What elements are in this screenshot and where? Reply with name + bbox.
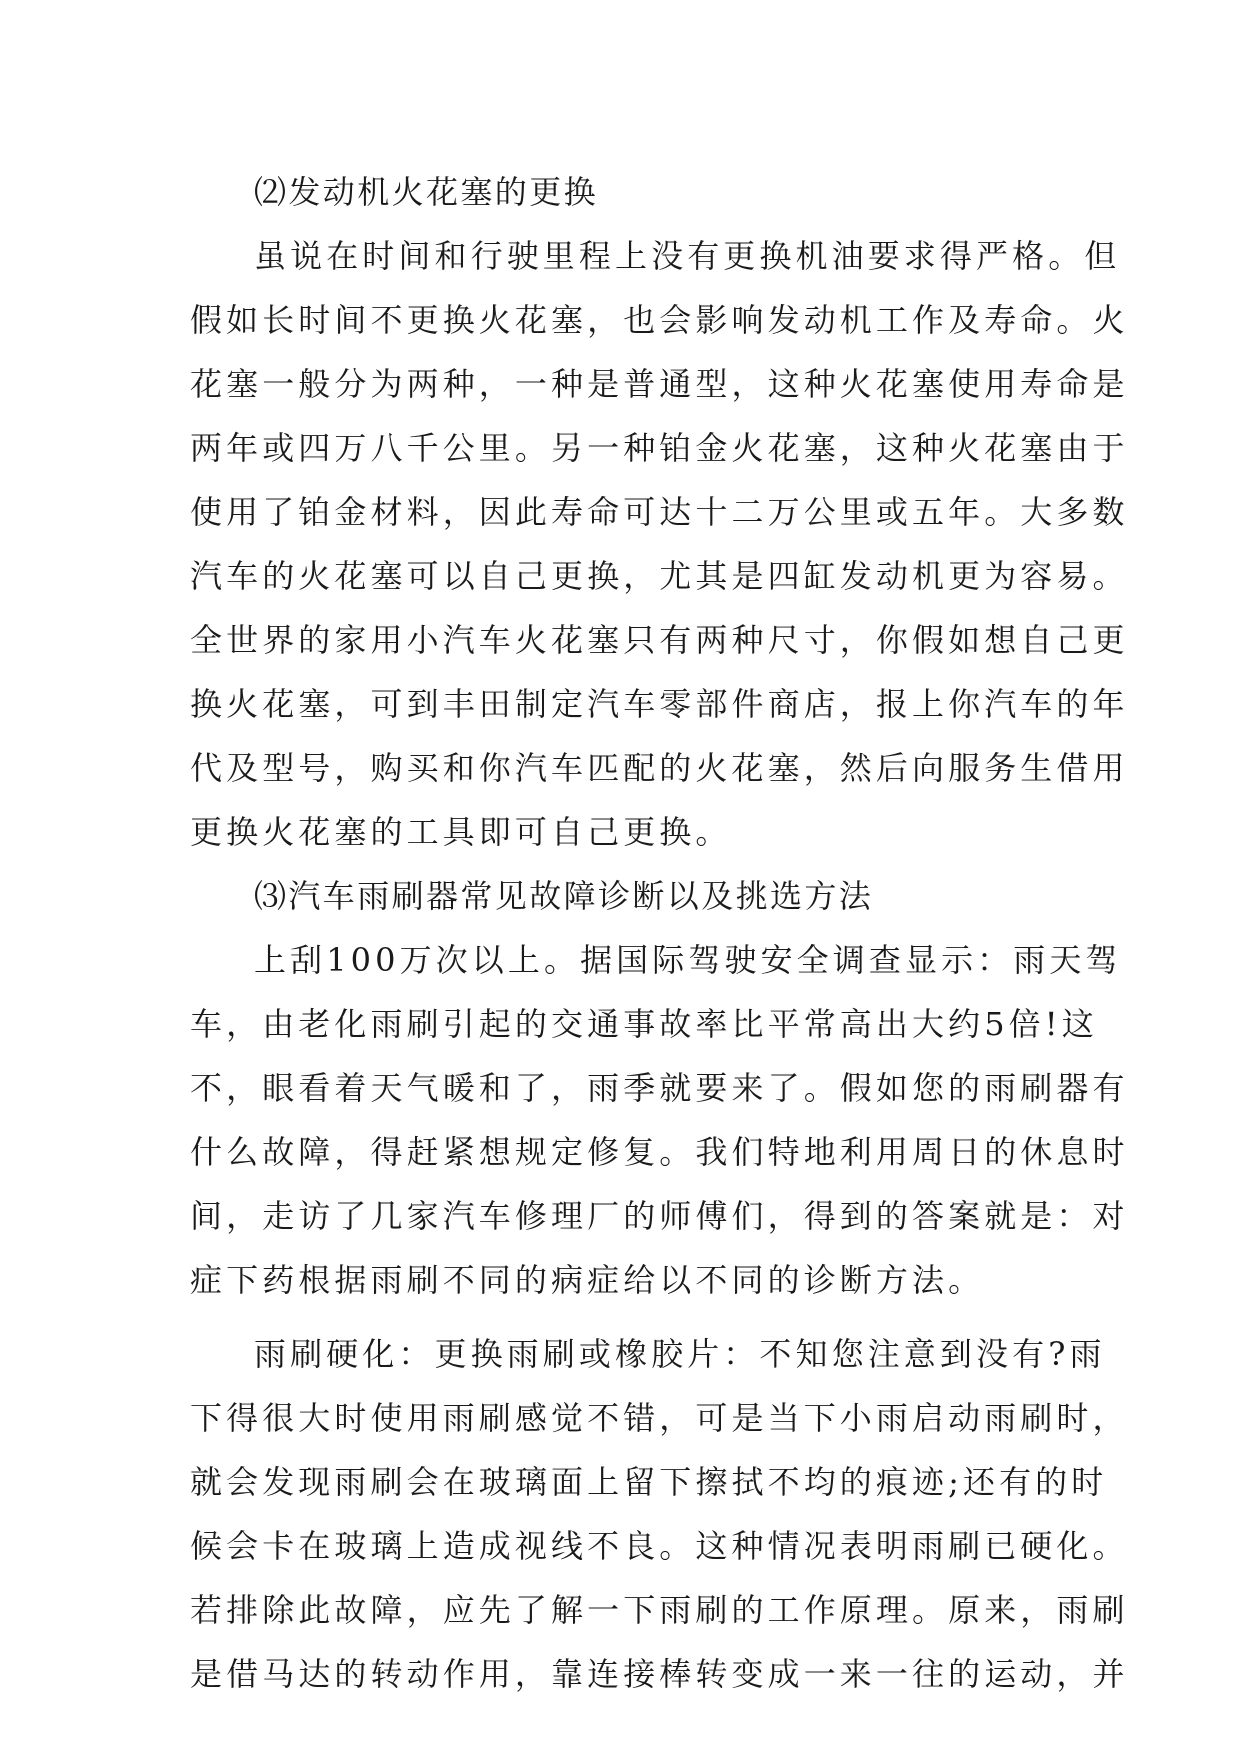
text-line: 就会发现雨刷会在玻璃面上留下擦拭不均的痕迹;还有的时 [190, 1463, 1108, 1501]
text-line: 若排除此故障，应先了解一下雨刷的工作原理。原来，雨刷 [190, 1591, 1129, 1629]
text-line: 什么故障，得赶紧想规定修复。我们特地利用周日的休息时 [190, 1133, 1129, 1171]
text-line: 使用了铂金材料，因此寿命可达十二万公里或五年。大多数 [190, 493, 1129, 531]
text-line: 两年或四万八千公里。另一种铂金火花塞，这种火花塞由于 [190, 429, 1129, 467]
section-heading-wiper: ⑶汽车雨刷器常见故障诊断以及挑选方法 [254, 877, 874, 915]
text-line: 花塞一般分为两种，一种是普通型，这种火花塞使用寿命是 [190, 365, 1129, 403]
text-line: 换火花塞，可到丰田制定汽车零部件商店，报上你汽车的年 [190, 685, 1129, 723]
text-line: 是借马达的转动作用，靠连接棒转变成一来一往的运动，并 [190, 1655, 1129, 1693]
document-body [190, 160, 1129, 1706]
text-line: 间，走访了几家汽车修理厂的师傅们，得到的答案就是：对 [190, 1197, 1129, 1235]
text-line: 代及型号，购买和你汽车匹配的火花塞，然后向服务生借用 [190, 749, 1129, 787]
paragraph-wiper-intro [190, 928, 1129, 1312]
text-line: 下得很大时使用雨刷感觉不错，可是当下小雨启动雨刷时， [190, 1399, 1129, 1437]
text-line: 不，眼看着天气暖和了，雨季就要来了。假如您的雨刷器有 [190, 1069, 1129, 1107]
paragraph-wiper-hardening [190, 1322, 1129, 1706]
text-line: 更换火花塞的工具即可自己更换。 [190, 813, 732, 851]
text-line: 雨刷硬化：更换雨刷或橡胶片：不知您注意到没有?雨 [254, 1335, 1106, 1373]
paragraph-spark-plug [190, 224, 1129, 864]
text-line: 候会卡在玻璃上造成视线不良。这种情况表明雨刷已硬化。 [190, 1527, 1129, 1565]
text-line: 汽车的火花塞可以自己更换，尤其是四缸发动机更为容易。 [190, 557, 1129, 595]
text-line: 全世界的家用小汽车火花塞只有两种尺寸，你假如想自己更 [190, 621, 1129, 659]
section-heading-spark-plug: ⑵发动机火花塞的更换 [254, 173, 599, 211]
text-line: 假如长时间不更换火花塞，也会影响发动机工作及寿命。火 [190, 301, 1129, 339]
text-line: 上刮100万次以上。据国际驾驶安全调查显示：雨天驾 [254, 941, 1122, 979]
text-line: 虽说在时间和行驶里程上没有更换机油要求得严格。但 [254, 237, 1121, 275]
text-line: 车，由老化雨刷引起的交通事故率比平常高出大约5倍!这 [190, 1005, 1098, 1043]
paragraph-spacer [190, 1312, 1070, 1322]
text-line: 症下药根据雨刷不同的病症给以不同的诊断方法。 [190, 1261, 985, 1299]
